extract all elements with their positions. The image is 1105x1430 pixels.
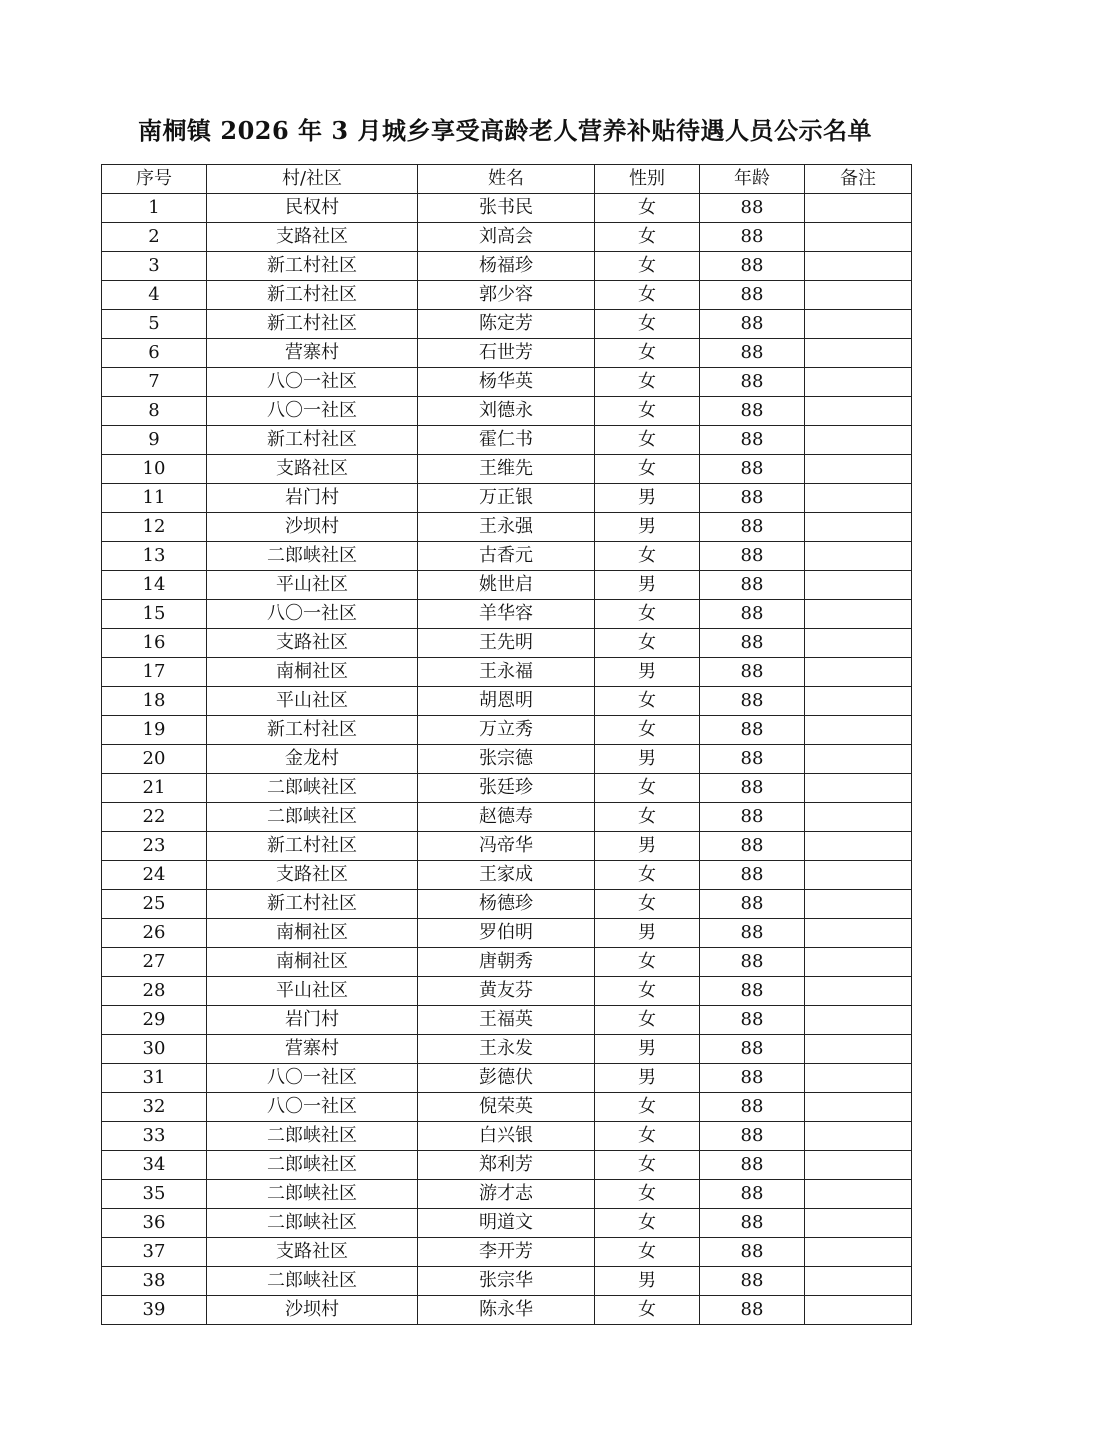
table-row <box>102 484 912 513</box>
cell-name: 王家成 <box>418 861 595 890</box>
cell-name: 杨福珍 <box>418 252 595 281</box>
cell-age: 88 <box>700 600 805 629</box>
cell-age: 88 <box>700 542 805 571</box>
cell-name: 刘德永 <box>418 397 595 426</box>
cell-remarks <box>805 426 912 455</box>
cell-name: 王永福 <box>418 658 595 687</box>
cell-age: 88 <box>700 281 805 310</box>
cell-name: 彭德伏 <box>418 1064 595 1093</box>
table-row <box>102 803 912 832</box>
cell-serial-number: 16 <box>102 629 207 658</box>
cell-name: 张宗德 <box>418 745 595 774</box>
table-row <box>102 1267 912 1296</box>
cell-serial-number: 13 <box>102 542 207 571</box>
cell-name: 王维先 <box>418 455 595 484</box>
cell-serial-number: 5 <box>102 310 207 339</box>
table-row <box>102 426 912 455</box>
cell-name: 杨华英 <box>418 368 595 397</box>
cell-village-community: 八〇一社区 <box>207 1093 418 1122</box>
cell-remarks <box>805 310 912 339</box>
cell-remarks <box>805 1180 912 1209</box>
cell-remarks <box>805 455 912 484</box>
cell-gender: 女 <box>595 687 700 716</box>
cell-age: 88 <box>700 1151 805 1180</box>
table-row <box>102 600 912 629</box>
cell-village-community: 二郎峡社区 <box>207 774 418 803</box>
table-row <box>102 919 912 948</box>
cell-gender: 男 <box>595 513 700 542</box>
cell-remarks <box>805 774 912 803</box>
cell-serial-number: 9 <box>102 426 207 455</box>
cell-remarks <box>805 194 912 223</box>
cell-village-community: 八〇一社区 <box>207 1064 418 1093</box>
cell-gender: 男 <box>595 745 700 774</box>
cell-name: 王先明 <box>418 629 595 658</box>
cell-village-community: 营寨村 <box>207 1035 418 1064</box>
cell-village-community: 二郎峡社区 <box>207 1180 418 1209</box>
cell-village-community: 支路社区 <box>207 1238 418 1267</box>
cell-village-community: 二郎峡社区 <box>207 1151 418 1180</box>
page-title: 南桐镇 2026 年 3 月城乡享受高龄老人营养补贴待遇人员公示名单 <box>138 116 872 145</box>
cell-village-community: 八〇一社区 <box>207 600 418 629</box>
cell-gender: 女 <box>595 1006 700 1035</box>
cell-remarks <box>805 281 912 310</box>
cell-serial-number: 1 <box>102 194 207 223</box>
cell-age: 88 <box>700 745 805 774</box>
cell-gender: 女 <box>595 890 700 919</box>
cell-remarks <box>805 629 912 658</box>
cell-gender: 女 <box>595 977 700 1006</box>
cell-remarks <box>805 658 912 687</box>
cell-village-community: 支路社区 <box>207 629 418 658</box>
table-row <box>102 774 912 803</box>
cell-name: 黄友芬 <box>418 977 595 1006</box>
cell-name: 胡恩明 <box>418 687 595 716</box>
cell-gender: 女 <box>595 281 700 310</box>
cell-serial-number: 28 <box>102 977 207 1006</box>
cell-gender: 女 <box>595 310 700 339</box>
cell-serial-number: 32 <box>102 1093 207 1122</box>
cell-gender: 女 <box>595 1238 700 1267</box>
cell-village-community: 支路社区 <box>207 455 418 484</box>
cell-serial-number: 36 <box>102 1209 207 1238</box>
cell-age: 88 <box>700 774 805 803</box>
cell-remarks <box>805 368 912 397</box>
cell-serial-number: 7 <box>102 368 207 397</box>
cell-village-community: 民权村 <box>207 194 418 223</box>
cell-serial-number: 38 <box>102 1267 207 1296</box>
cell-age: 88 <box>700 310 805 339</box>
cell-remarks <box>805 919 912 948</box>
cell-serial-number: 19 <box>102 716 207 745</box>
cell-remarks <box>805 542 912 571</box>
cell-age: 88 <box>700 832 805 861</box>
table-row <box>102 542 912 571</box>
cell-serial-number: 17 <box>102 658 207 687</box>
cell-remarks <box>805 1151 912 1180</box>
table-row <box>102 513 912 542</box>
cell-serial-number: 24 <box>102 861 207 890</box>
table-row <box>102 1006 912 1035</box>
cell-age: 88 <box>700 571 805 600</box>
cell-age: 88 <box>700 716 805 745</box>
cell-remarks <box>805 252 912 281</box>
cell-village-community: 平山社区 <box>207 977 418 1006</box>
cell-village-community: 南桐社区 <box>207 919 418 948</box>
table-row <box>102 687 912 716</box>
roster-table <box>101 164 912 1325</box>
cell-gender: 女 <box>595 223 700 252</box>
cell-village-community: 新工村社区 <box>207 252 418 281</box>
cell-name: 明道文 <box>418 1209 595 1238</box>
cell-serial-number: 12 <box>102 513 207 542</box>
cell-serial-number: 4 <box>102 281 207 310</box>
cell-name: 陈永华 <box>418 1296 595 1325</box>
cell-remarks <box>805 1296 912 1325</box>
cell-name: 冯帝华 <box>418 832 595 861</box>
cell-remarks <box>805 745 912 774</box>
cell-age: 88 <box>700 861 805 890</box>
cell-gender: 女 <box>595 252 700 281</box>
table-header <box>102 165 912 194</box>
cell-gender: 女 <box>595 774 700 803</box>
cell-serial-number: 30 <box>102 1035 207 1064</box>
cell-remarks <box>805 1093 912 1122</box>
cell-age: 88 <box>700 397 805 426</box>
cell-age: 88 <box>700 455 805 484</box>
table-row <box>102 745 912 774</box>
cell-village-community: 二郎峡社区 <box>207 1267 418 1296</box>
cell-age: 88 <box>700 1122 805 1151</box>
cell-village-community: 八〇一社区 <box>207 368 418 397</box>
cell-remarks <box>805 1064 912 1093</box>
cell-name: 石世芳 <box>418 339 595 368</box>
cell-age: 88 <box>700 426 805 455</box>
table-row <box>102 629 912 658</box>
table-row <box>102 716 912 745</box>
table-row <box>102 1064 912 1093</box>
cell-age: 88 <box>700 1180 805 1209</box>
cell-village-community: 沙坝村 <box>207 513 418 542</box>
cell-name: 张宗华 <box>418 1267 595 1296</box>
cell-remarks <box>805 1035 912 1064</box>
table-row <box>102 368 912 397</box>
cell-age: 88 <box>700 513 805 542</box>
cell-name: 倪荣英 <box>418 1093 595 1122</box>
cell-gender: 男 <box>595 571 700 600</box>
cell-serial-number: 23 <box>102 832 207 861</box>
cell-serial-number: 15 <box>102 600 207 629</box>
header-serial-number: 序号 <box>102 165 207 194</box>
cell-village-community: 二郎峡社区 <box>207 1209 418 1238</box>
cell-remarks <box>805 397 912 426</box>
cell-remarks <box>805 571 912 600</box>
cell-name: 赵德寿 <box>418 803 595 832</box>
cell-village-community: 南桐社区 <box>207 948 418 977</box>
cell-village-community: 新工村社区 <box>207 890 418 919</box>
cell-gender: 女 <box>595 1151 700 1180</box>
cell-serial-number: 3 <box>102 252 207 281</box>
cell-village-community: 支路社区 <box>207 223 418 252</box>
cell-village-community: 岩门村 <box>207 1006 418 1035</box>
table-row <box>102 194 912 223</box>
cell-gender: 女 <box>595 803 700 832</box>
table-row <box>102 252 912 281</box>
cell-serial-number: 25 <box>102 890 207 919</box>
table-row <box>102 1238 912 1267</box>
table-row <box>102 223 912 252</box>
table-row <box>102 1093 912 1122</box>
cell-gender: 女 <box>595 1209 700 1238</box>
table-row <box>102 1035 912 1064</box>
cell-serial-number: 6 <box>102 339 207 368</box>
table-row <box>102 977 912 1006</box>
header-row <box>102 165 912 194</box>
cell-age: 88 <box>700 890 805 919</box>
cell-village-community: 沙坝村 <box>207 1296 418 1325</box>
cell-gender: 男 <box>595 658 700 687</box>
cell-age: 88 <box>700 339 805 368</box>
cell-age: 88 <box>700 1296 805 1325</box>
cell-gender: 女 <box>595 948 700 977</box>
cell-remarks <box>805 339 912 368</box>
cell-name: 姚世启 <box>418 571 595 600</box>
cell-remarks <box>805 716 912 745</box>
cell-serial-number: 22 <box>102 803 207 832</box>
cell-name: 李开芳 <box>418 1238 595 1267</box>
cell-serial-number: 27 <box>102 948 207 977</box>
table-row <box>102 281 912 310</box>
table-body <box>102 194 912 1325</box>
cell-age: 88 <box>700 1093 805 1122</box>
cell-age: 88 <box>700 368 805 397</box>
header-remarks: 备注 <box>805 165 912 194</box>
cell-age: 88 <box>700 1035 805 1064</box>
cell-age: 88 <box>700 194 805 223</box>
cell-gender: 女 <box>595 716 700 745</box>
cell-village-community: 二郎峡社区 <box>207 542 418 571</box>
cell-name: 郭少容 <box>418 281 595 310</box>
table-row <box>102 1151 912 1180</box>
cell-name: 张书民 <box>418 194 595 223</box>
cell-remarks <box>805 948 912 977</box>
table-row <box>102 861 912 890</box>
cell-age: 88 <box>700 1006 805 1035</box>
cell-village-community: 支路社区 <box>207 861 418 890</box>
cell-gender: 男 <box>595 1035 700 1064</box>
cell-serial-number: 29 <box>102 1006 207 1035</box>
table-row <box>102 890 912 919</box>
cell-name: 王永发 <box>418 1035 595 1064</box>
cell-village-community: 八〇一社区 <box>207 397 418 426</box>
cell-remarks <box>805 890 912 919</box>
cell-name: 杨德珍 <box>418 890 595 919</box>
cell-village-community: 新工村社区 <box>207 426 418 455</box>
cell-serial-number: 10 <box>102 455 207 484</box>
cell-serial-number: 11 <box>102 484 207 513</box>
cell-village-community: 南桐社区 <box>207 658 418 687</box>
cell-serial-number: 14 <box>102 571 207 600</box>
cell-village-community: 营寨村 <box>207 339 418 368</box>
cell-serial-number: 18 <box>102 687 207 716</box>
cell-gender: 女 <box>595 600 700 629</box>
cell-village-community: 新工村社区 <box>207 310 418 339</box>
table-row <box>102 832 912 861</box>
table-row <box>102 948 912 977</box>
cell-age: 88 <box>700 919 805 948</box>
cell-age: 88 <box>700 658 805 687</box>
cell-serial-number: 37 <box>102 1238 207 1267</box>
cell-gender: 女 <box>595 455 700 484</box>
header-name: 姓名 <box>418 165 595 194</box>
cell-gender: 女 <box>595 1122 700 1151</box>
cell-name: 王永强 <box>418 513 595 542</box>
cell-name: 陈定芳 <box>418 310 595 339</box>
cell-age: 88 <box>700 687 805 716</box>
cell-serial-number: 8 <box>102 397 207 426</box>
cell-serial-number: 2 <box>102 223 207 252</box>
cell-name: 霍仁书 <box>418 426 595 455</box>
cell-gender: 男 <box>595 832 700 861</box>
header-gender: 性别 <box>595 165 700 194</box>
cell-remarks <box>805 977 912 1006</box>
cell-village-community: 二郎峡社区 <box>207 1122 418 1151</box>
cell-gender: 女 <box>595 194 700 223</box>
cell-name: 羊华容 <box>418 600 595 629</box>
cell-gender: 女 <box>595 368 700 397</box>
cell-remarks <box>805 1209 912 1238</box>
cell-name: 王福英 <box>418 1006 595 1035</box>
cell-village-community: 平山社区 <box>207 687 418 716</box>
cell-village-community: 新工村社区 <box>207 281 418 310</box>
table-row <box>102 658 912 687</box>
cell-serial-number: 20 <box>102 745 207 774</box>
cell-name: 游才志 <box>418 1180 595 1209</box>
cell-name: 郑利芳 <box>418 1151 595 1180</box>
cell-remarks <box>805 1006 912 1035</box>
cell-serial-number: 34 <box>102 1151 207 1180</box>
cell-remarks <box>805 223 912 252</box>
table-row <box>102 1180 912 1209</box>
cell-village-community: 新工村社区 <box>207 832 418 861</box>
cell-name: 张廷珍 <box>418 774 595 803</box>
table-row <box>102 339 912 368</box>
cell-village-community: 金龙村 <box>207 745 418 774</box>
cell-age: 88 <box>700 1209 805 1238</box>
cell-gender: 女 <box>595 1296 700 1325</box>
cell-serial-number: 31 <box>102 1064 207 1093</box>
cell-remarks <box>805 1122 912 1151</box>
cell-remarks <box>805 600 912 629</box>
cell-remarks <box>805 803 912 832</box>
cell-age: 88 <box>700 948 805 977</box>
cell-age: 88 <box>700 1064 805 1093</box>
cell-age: 88 <box>700 977 805 1006</box>
cell-remarks <box>805 513 912 542</box>
cell-name: 刘高会 <box>418 223 595 252</box>
cell-name: 万正银 <box>418 484 595 513</box>
table-row <box>102 310 912 339</box>
cell-remarks <box>805 1238 912 1267</box>
table-row <box>102 1209 912 1238</box>
cell-gender: 女 <box>595 1180 700 1209</box>
cell-gender: 男 <box>595 1064 700 1093</box>
cell-gender: 女 <box>595 426 700 455</box>
cell-age: 88 <box>700 629 805 658</box>
cell-serial-number: 35 <box>102 1180 207 1209</box>
table-row <box>102 1296 912 1325</box>
cell-remarks <box>805 484 912 513</box>
cell-name: 古香元 <box>418 542 595 571</box>
table-row <box>102 1122 912 1151</box>
cell-age: 88 <box>700 252 805 281</box>
cell-gender: 女 <box>595 861 700 890</box>
header-age: 年龄 <box>700 165 805 194</box>
table-row <box>102 571 912 600</box>
cell-serial-number: 21 <box>102 774 207 803</box>
cell-remarks <box>805 1267 912 1296</box>
table-row <box>102 455 912 484</box>
cell-remarks <box>805 687 912 716</box>
cell-age: 88 <box>700 223 805 252</box>
cell-name: 罗伯明 <box>418 919 595 948</box>
cell-village-community: 平山社区 <box>207 571 418 600</box>
cell-village-community: 新工村社区 <box>207 716 418 745</box>
cell-serial-number: 33 <box>102 1122 207 1151</box>
cell-age: 88 <box>700 1238 805 1267</box>
cell-gender: 女 <box>595 1093 700 1122</box>
table-row <box>102 397 912 426</box>
cell-gender: 女 <box>595 542 700 571</box>
cell-age: 88 <box>700 484 805 513</box>
cell-name: 唐朝秀 <box>418 948 595 977</box>
cell-remarks <box>805 832 912 861</box>
cell-gender: 男 <box>595 1267 700 1296</box>
cell-village-community: 二郎峡社区 <box>207 803 418 832</box>
cell-age: 88 <box>700 1267 805 1296</box>
cell-gender: 女 <box>595 629 700 658</box>
cell-gender: 女 <box>595 339 700 368</box>
cell-gender: 女 <box>595 397 700 426</box>
cell-village-community: 岩门村 <box>207 484 418 513</box>
cell-name: 白兴银 <box>418 1122 595 1151</box>
header-village-community: 村/社区 <box>207 165 418 194</box>
cell-age: 88 <box>700 803 805 832</box>
cell-serial-number: 39 <box>102 1296 207 1325</box>
cell-remarks <box>805 861 912 890</box>
cell-gender: 男 <box>595 484 700 513</box>
cell-gender: 男 <box>595 919 700 948</box>
cell-serial-number: 26 <box>102 919 207 948</box>
cell-name: 万立秀 <box>418 716 595 745</box>
